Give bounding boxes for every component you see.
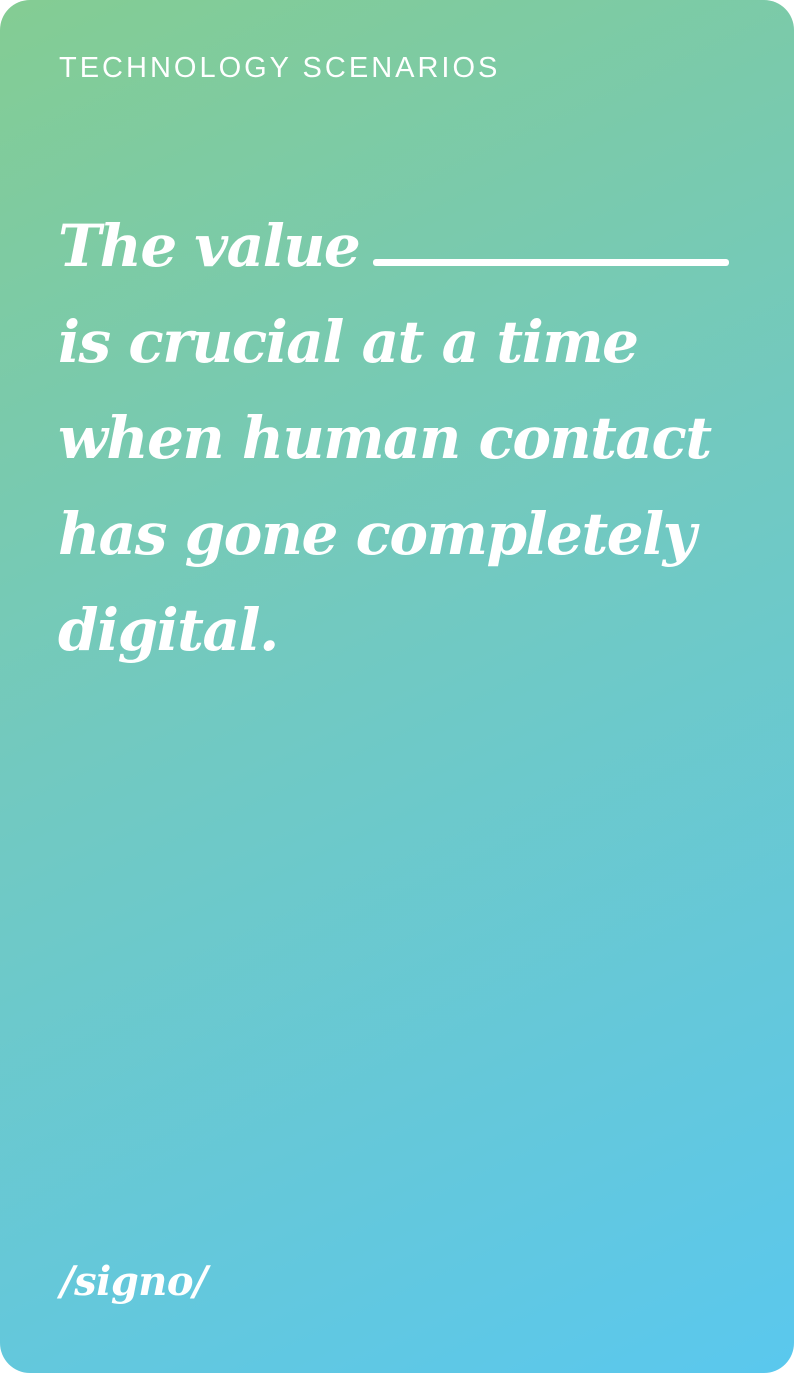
statement-line-4: has gone completely xyxy=(58,500,695,568)
statement-line-2: is crucial at a time xyxy=(58,308,638,376)
statement-line-3: when human contact xyxy=(58,404,711,472)
brand-logo: /signo/ xyxy=(60,1258,208,1305)
fill-in-blank xyxy=(373,259,729,266)
statement-line-5: digital. xyxy=(58,596,278,664)
statement-line-1-text: The value xyxy=(58,212,360,280)
category-label: TECHNOLOGY SCENARIOS xyxy=(59,52,501,84)
statement-line-1 xyxy=(58,198,758,294)
scenario-statement xyxy=(58,198,758,678)
